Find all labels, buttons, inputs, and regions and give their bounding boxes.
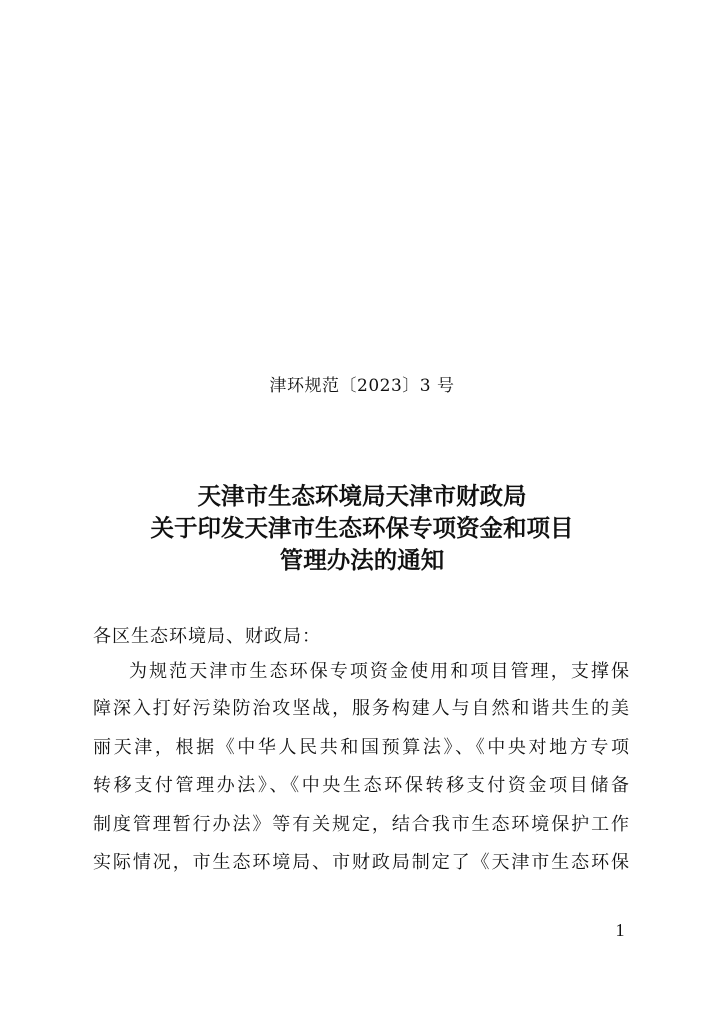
document-title bbox=[0, 480, 724, 576]
body-text-line: 障深入打好污染防治攻坚战，服务构建人与自然和谐共生的美 bbox=[93, 698, 629, 719]
body-text-line: 实际情况，市生态环境局、市财政局制定了《天津市生态环保 bbox=[93, 852, 629, 873]
body-text-line: 丽天津，根据《中华人民共和国预算法》、《中央对地方专项 bbox=[93, 737, 629, 758]
title-line-2: 关于印发天津市生态环保专项资金和项目 bbox=[150, 514, 574, 542]
body-text-line: 制度管理暂行办法》等有关规定，结合我市生态环境保护工作 bbox=[93, 814, 629, 835]
title-line-1: 天津市生态环境局天津市财政局 bbox=[197, 482, 527, 510]
body-text-line: 为规范天津市生态环保专项资金使用和项目管理，支撑保 bbox=[129, 661, 629, 682]
document-number: 津环规范〔2023〕3 号 bbox=[269, 376, 455, 396]
salutation: 各区生态环境局、财政局： bbox=[93, 626, 321, 647]
title-line-3: 管理办法的通知 bbox=[279, 546, 445, 574]
body-text-line: 转移支付管理办法》、《中央生态环保转移支付资金项目储备 bbox=[93, 775, 629, 796]
page-number: 1 bbox=[615, 920, 625, 940]
